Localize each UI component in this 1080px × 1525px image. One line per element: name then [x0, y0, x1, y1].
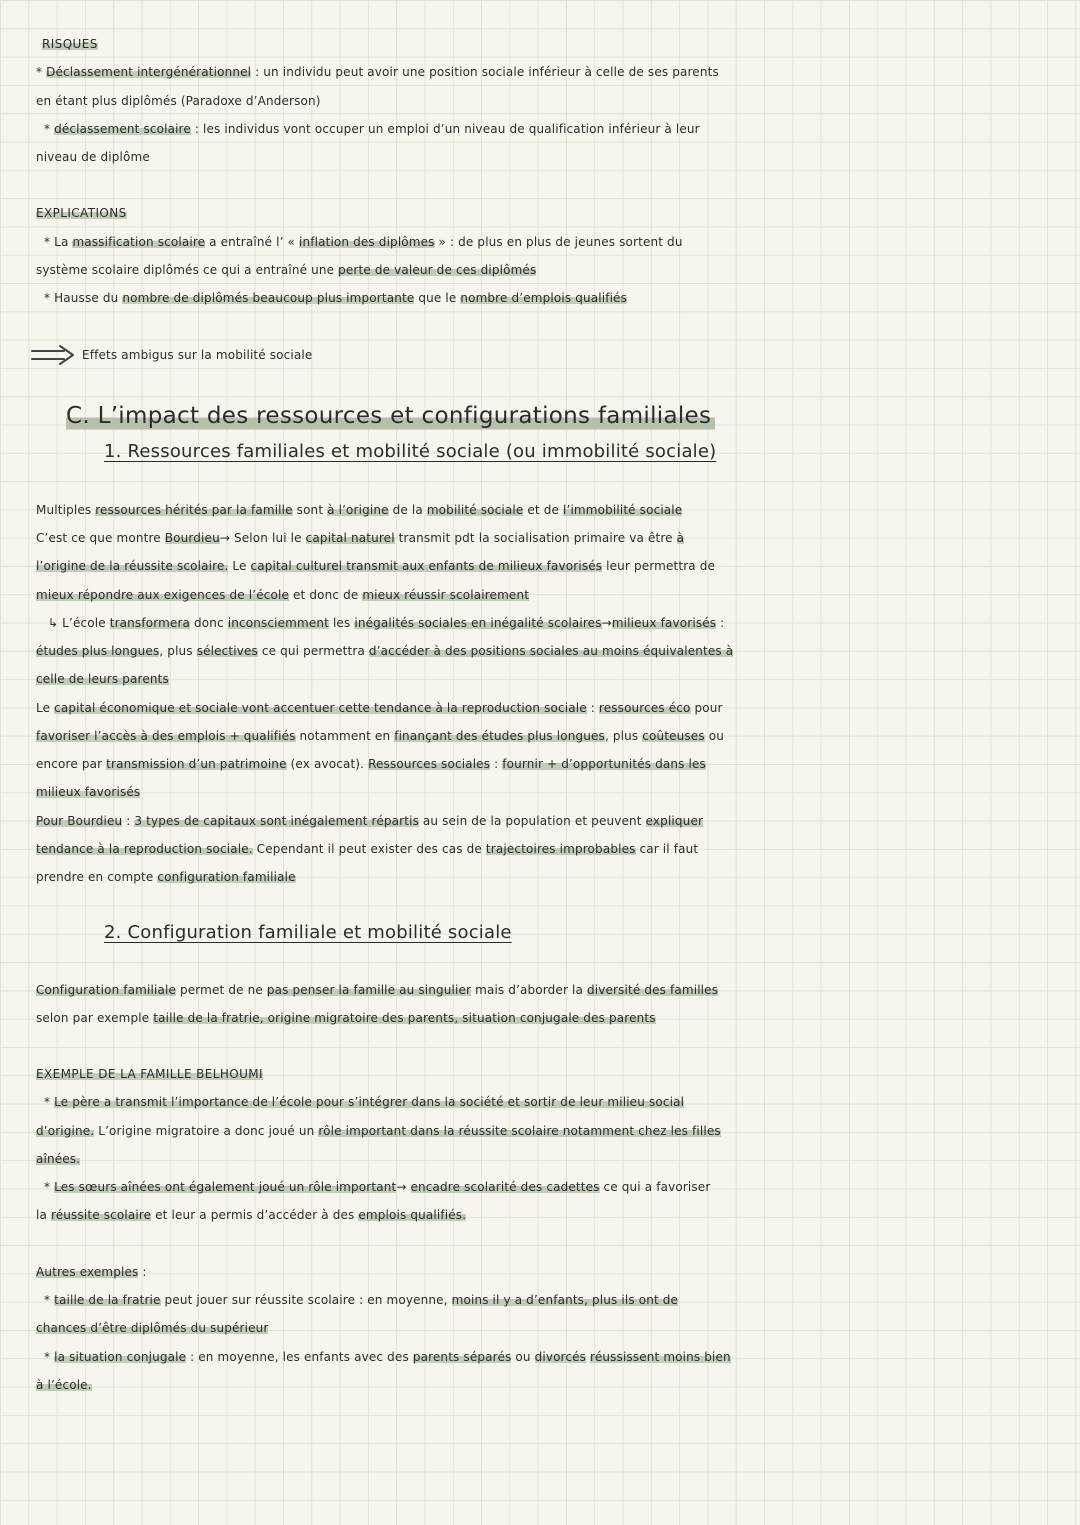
autres-line-3: * la situation conjugale : en moyenne, les enfants avec des parents séparés ou divorcés réussissent moins bien [44, 1350, 731, 1364]
bullet: * [44, 1095, 51, 1109]
heading-belhoumi: EXEMPLE DE LA FAMILLE BELHOUMI [36, 1067, 263, 1081]
subsection-2-title: 2. Configuration familiale et mobilité sociale [104, 922, 512, 943]
belhoumi-line-3: aînées. [36, 1152, 81, 1166]
heading-risques: RISQUES [42, 37, 98, 51]
risques-line-4: niveau de diplôme [36, 150, 150, 164]
p1-line-2: C’est ce que montre Bourdieu→ Selon lui le capital naturel transmit pdt la socialisation primaire va être à [36, 531, 685, 545]
p1-line-14: prendre en compte configuration familiale [36, 870, 296, 884]
bullet: * [44, 1293, 51, 1307]
bullet: * [44, 122, 51, 136]
bullet: * [44, 1350, 51, 1364]
p1-line-11: milieux favorisés [36, 785, 141, 799]
p1-line-9: favoriser l’accès à des emplois + qualifiés notamment en finançant des études plus longues, plus coûteuses ou [36, 729, 724, 743]
p1-line-1: Multiples ressources hérités par la famille sont à l’origine de la mobilité sociale et de l’immobilité sociale [36, 503, 683, 517]
p1-line-4: mieux répondre aux exigences de l’école et donc de mieux réussir scolairement [36, 588, 530, 602]
heading-explications: EXPLICATIONS [36, 206, 127, 220]
autres-line-2: chances d’être diplômés du supérieur [36, 1321, 269, 1335]
p1-line-8: Le capital économique et sociale vont accentuer cette tendance à la reproduction sociale : ressources éco pour [36, 701, 723, 715]
risques-line-3: * déclassement scolaire : les individus vont occuper un emploi d’un niveau de qualification inférieur à leur [44, 122, 700, 136]
bullet: * [44, 235, 51, 249]
explications-conclusion: Effets ambigus sur la mobilité sociale [82, 348, 313, 362]
belhoumi-line-4: * Les sœurs aînées ont également joué un rôle important→ encadre scolarité des cadettes ce qui a favoriser [44, 1180, 711, 1194]
p2-line-2: selon par exemple taille de la fratrie, origine migratoire des parents, situation conjugale des parents [36, 1011, 656, 1025]
double-arrow-icon [30, 344, 76, 366]
belhoumi-line-2: d’origine. L’origine migratoire a donc joué un rôle important dans la réussite scolaire notamment chez les filles [36, 1124, 721, 1138]
risques-line-1: * Déclassement intergénérationnel : un individu peut avoir une position sociale inférieur à celle de ses parents [36, 65, 719, 79]
autres-line-1: * taille de la fratrie peut jouer sur réussite scolaire : en moyenne, moins il y a d’enfants, plus ils ont de [44, 1293, 679, 1307]
p1-line-7: celle de leurs parents [36, 672, 169, 686]
belhoumi-line-5: la réussite scolaire et leur a permis d’accéder à des emplois qualifiés. [36, 1208, 467, 1222]
explications-line-2: système scolaire diplômés ce qui a entraîné une perte de valeur de ces diplômés [36, 263, 537, 277]
section-c-title: C. L’impact des ressources et configurations familiales [66, 400, 715, 432]
subsection-1-title: 1. Ressources familiales et mobilité sociale (ou immobilité sociale) [104, 441, 717, 462]
bullet: * [44, 1180, 51, 1194]
explications-line-3: * Hausse du nombre de diplômés beaucoup plus importante que le nombre d’emplois qualifiés [44, 291, 627, 305]
p1-line-3: l’origine de la réussite scolaire. Le capital culturel transmit aux enfants de milieux favorisés leur permettra de [36, 559, 716, 573]
heading-autres: Autres exemples : [36, 1265, 147, 1279]
bullet: * [44, 291, 51, 305]
p1-line-5: ↳ L’école transformera donc inconsciemment les inégalités sociales en inégalité scolaires→milieux favorisés : [48, 616, 725, 630]
belhoumi-line-1: * Le père a transmit l’importance de l’école pour s’intégrer dans la société et sortir de leur milieu social [44, 1095, 685, 1109]
p1-line-6: études plus longues, plus sélectives ce qui permettra d’accéder à des positions sociales au moins équivalentes à [36, 644, 734, 658]
p1-line-13: tendance à la reproduction sociale. Cependant il peut exister des cas de trajectoires improbables car il faut [36, 842, 699, 856]
p1-line-10: encore par transmission d’un patrimoine (ex avocat). Ressources sociales : fournir + d’opportunités dans les [36, 757, 706, 771]
explications-line-1: * La massification scolaire a entraîné l’ « inflation des diplômes » : de plus en plus de jeunes sortent du [44, 235, 683, 249]
p1-line-12: Pour Bourdieu : 3 types de capitaux sont inégalement répartis au sein de la population et peuvent expliquer [36, 814, 704, 828]
p2-line-1: Configuration familiale permet de ne pas penser la famille au singulier mais d’aborder la diversité des familles [36, 983, 719, 997]
autres-line-4: à l’école. [36, 1378, 92, 1392]
risques-line-2: en étant plus diplômés (Paradoxe d’Anderson) [36, 94, 321, 108]
bullet: * [36, 65, 43, 79]
